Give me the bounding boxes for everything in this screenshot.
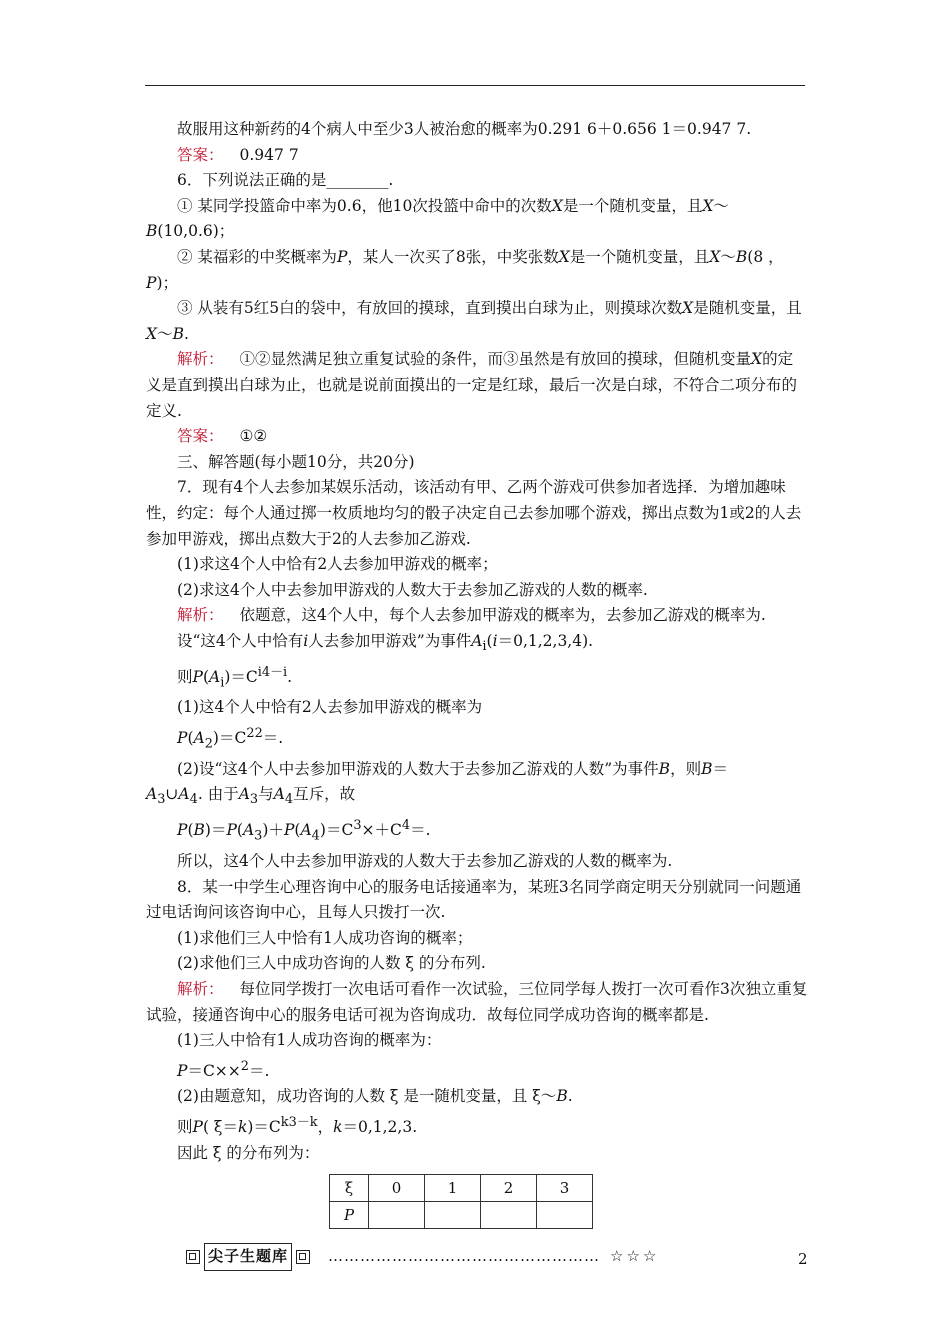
q7-part-1: (1)求这4个人中恰有2人去参加甲游戏的概率； bbox=[177, 555, 498, 574]
text-line: (2)设“这4个人中去参加甲游戏的人数大于去参加乙游戏的人数”为事件B，则B＝ bbox=[177, 759, 728, 778]
question-7: 7．现有4个人去参加某娱乐活动，该活动有甲、乙两个游戏可供参加者选择．为增加趣味性，约定：每个人通过掷一枚质地均匀的骰子决定自己去参加哪个游戏，掷出点数为1或2的人去参加甲游戏，掷出点数大于2的人去参加乙游戏. bbox=[146, 478, 802, 548]
text-line: 故服用这种新药的4个病人中至少3人被治愈的概率为0.291 6＋0.656 1＝0.947 7. bbox=[177, 120, 752, 138]
answer-line bbox=[146, 424, 808, 450]
answer-label: 答案： bbox=[177, 145, 224, 164]
text-line: $A_3\cup A_4$. 由于$A_3$与$A_4$互斥，故 bbox=[146, 785, 356, 808]
answer-value: 0.947 7 bbox=[239, 145, 299, 164]
analysis-label: 解析： bbox=[177, 606, 224, 625]
text-line: 则P( $\xi=k)=C^{k3-k}$，k＝0,1,2,3. bbox=[177, 1115, 418, 1137]
analysis-label: 解析： bbox=[177, 979, 224, 998]
header-rule bbox=[145, 85, 805, 86]
text-line: 设“这4个人中恰有i人去参加甲游戏”为事件$A_i(i=0,1,2,3,4)$. bbox=[177, 631, 594, 654]
table-header-cell: 1 bbox=[425, 1175, 481, 1202]
q8-part-2: (2)求他们三人中成功咨询的人数 ξ 的分布列. bbox=[177, 954, 486, 973]
table-cell bbox=[425, 1202, 481, 1229]
text-line: 则$P(A_i)=C^{i4-i}$. bbox=[177, 664, 293, 690]
table-cell bbox=[537, 1202, 593, 1229]
table-header-cell: 0 bbox=[369, 1175, 425, 1202]
text-line: 所以，这4个人中去参加甲游戏的人数大于去参加乙游戏的人数的概率为. bbox=[177, 851, 673, 870]
text-line: (1)这4个人中恰有2人去参加甲游戏的概率为 bbox=[177, 698, 483, 717]
section-heading: 三、解答题(每小题10分，共20分) bbox=[177, 452, 415, 471]
page-number: 2 bbox=[798, 1250, 808, 1268]
box-mark-icon bbox=[186, 1250, 200, 1264]
document-body bbox=[146, 117, 808, 1271]
section-footer bbox=[186, 1243, 808, 1271]
table-row-label: P bbox=[330, 1202, 369, 1229]
box-mark-icon bbox=[296, 1250, 310, 1264]
table-row bbox=[330, 1175, 593, 1202]
distribution-table bbox=[329, 1174, 593, 1229]
answer-line bbox=[146, 143, 808, 169]
table-cell bbox=[369, 1202, 425, 1229]
q7-part-2: (2)求这4个人中去参加甲游戏的人数大于去参加乙游戏的人数的概率. bbox=[177, 580, 648, 599]
question-8: 8．某一中学生心理咨询中心的服务电话接通率为，某班3名同学商定明天分别就同一问题通过电话询问该咨询中心，且每人只拨打一次. bbox=[146, 877, 802, 922]
question-6: 6．下列说法正确的是________. bbox=[177, 171, 394, 190]
q6-item-3: ③ 从装有5红5白的袋中，有放回的摸球，直到摸出白球为止，则摸球次数X是随机变量，且X～B. bbox=[146, 299, 802, 343]
table-row bbox=[330, 1202, 593, 1229]
text-line: $P(A_2)=C^{22}=$. bbox=[177, 726, 284, 752]
text-line: P＝C××$^2$＝. bbox=[177, 1058, 270, 1080]
brand-label: 尖子生题库 bbox=[204, 1243, 292, 1271]
dotted-leader: …………………………………………… bbox=[328, 1247, 601, 1266]
answer-value: ①② bbox=[239, 427, 268, 446]
analysis-label: 解析： bbox=[177, 350, 224, 369]
table-header-cell: 3 bbox=[537, 1175, 593, 1202]
table-header-cell: 2 bbox=[481, 1175, 537, 1202]
analysis-8: 解析： 每位同学拨打一次电话可看作一次试验，三位同学每人拨打一次可看作3次独立重复试验，接通咨询中心的服务电话可视为咨询成功．故每位同学成功咨询的概率都是. bbox=[146, 979, 808, 1024]
text-line: 因此 ξ 的分布列为： bbox=[177, 1143, 320, 1162]
analysis-6: 解析： ①②显然满足独立重复试验的条件，而③虽然是有放回的摸球，但随机变量X的定义是直到摸出白球为止，也就是说前面摸出的一定是红球，最后一次是白球，不符合二项分布的定义. bbox=[146, 350, 798, 420]
table-cell bbox=[481, 1202, 537, 1229]
answer-label: 答案： bbox=[177, 427, 224, 446]
text-line: (2)由题意知，成功咨询的人数 ξ 是一随机变量，且 ξ～B. bbox=[177, 1087, 573, 1106]
q6-item-2: ② 某福彩的中奖概率为P，某人一次买了8张，中奖张数X是一个随机变量，且X～B(8 ，P)； bbox=[146, 247, 784, 292]
text-line: $P(B)=P(A_3)+P(A_4)=C^3\times+C^4=$. bbox=[177, 818, 431, 844]
q6-item-1: ① 某同学投篮命中率为0.6，他10次投篮中命中的次数X是一个随机变量，且X～B(10,0.6)； bbox=[146, 196, 729, 241]
star-icons: ☆☆☆ bbox=[610, 1247, 660, 1266]
analysis-7: 解析： 依题意，这4个人中，每个人去参加甲游戏的概率为，去参加乙游戏的概率为. bbox=[177, 606, 766, 625]
table-header-cell: ξ bbox=[330, 1175, 369, 1202]
q8-part-1: (1)求他们三人中恰有1人成功咨询的概率； bbox=[177, 928, 473, 947]
text-line: (1)三人中恰有1人成功咨询的概率为： bbox=[177, 1031, 442, 1050]
